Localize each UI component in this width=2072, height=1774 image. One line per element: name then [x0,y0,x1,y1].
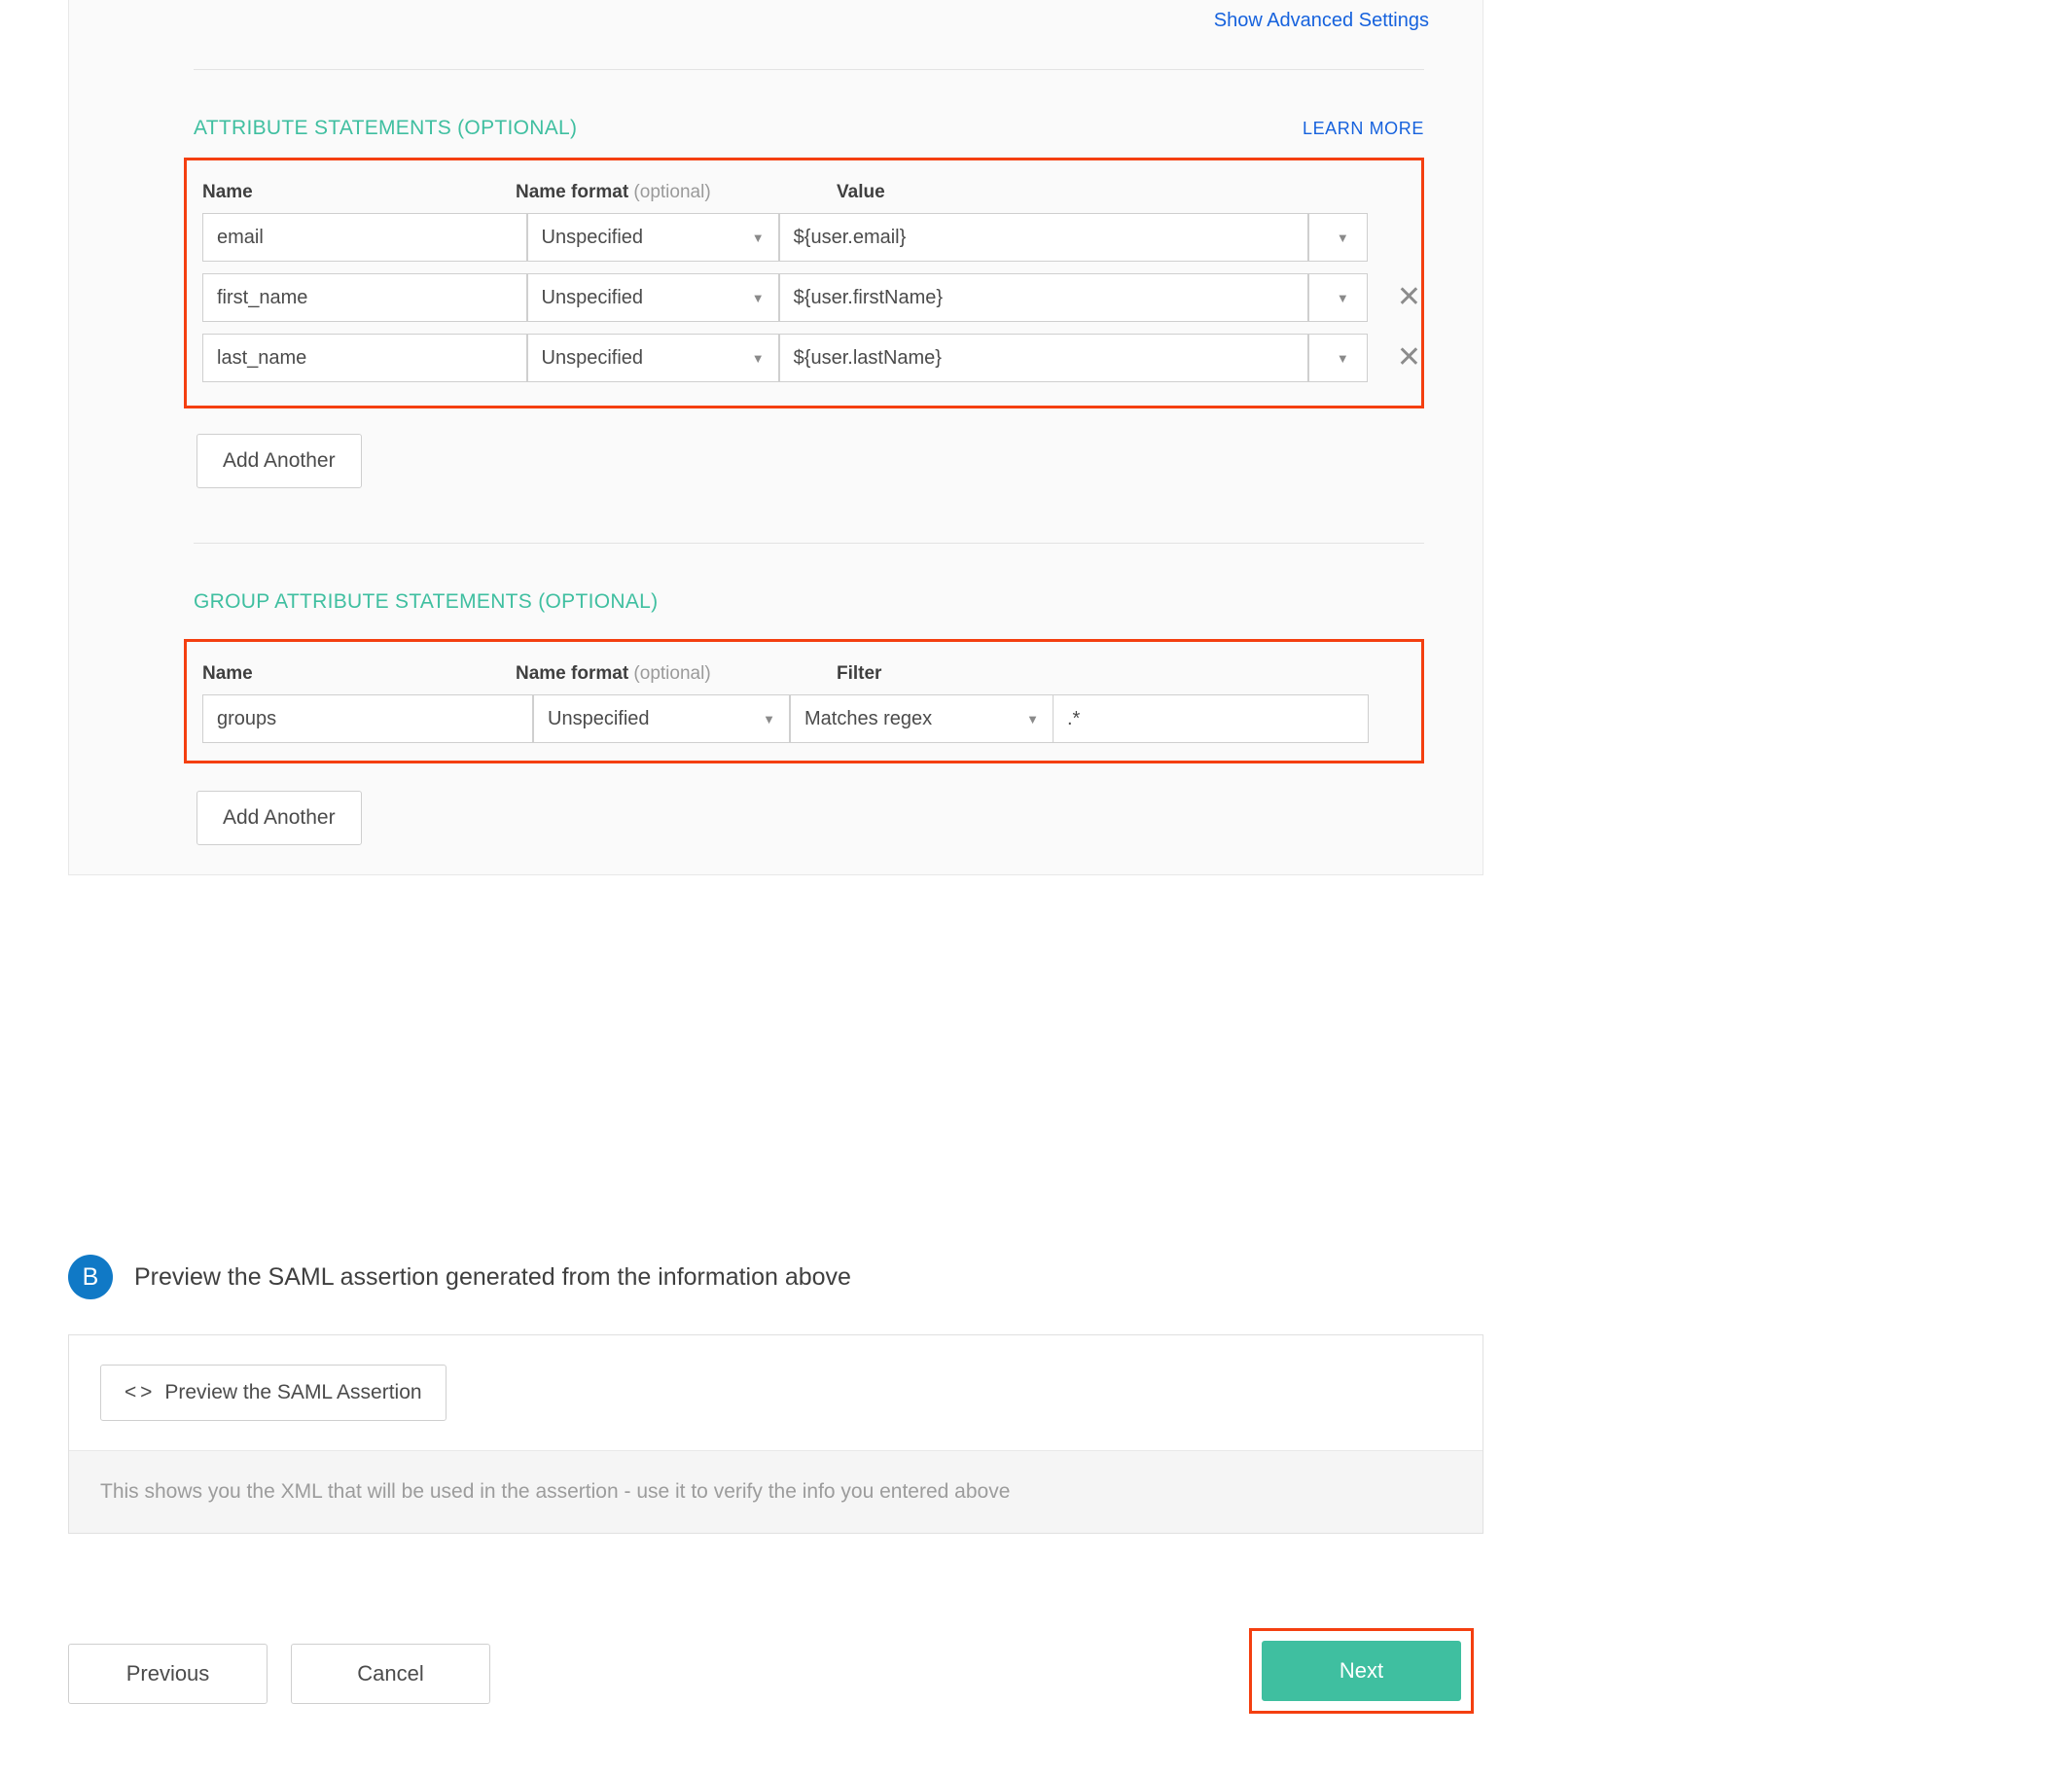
column-header-group-name-format [516,663,837,685]
attribute-row [187,207,1421,267]
group-attribute-statements-highlight [184,639,1424,763]
saml-settings-card [68,0,1483,875]
column-header-group-name: Name [202,663,253,684]
attribute-name-input[interactable] [202,213,527,262]
show-advanced-settings-link[interactable]: Show Advanced Settings [1213,10,1429,31]
footer-left-buttons [68,1644,490,1704]
attribute-name-format-value: Unspecified [541,286,644,308]
column-header-name: Name [202,182,253,202]
column-header-filter: Filter [837,663,882,684]
chevron-down-icon: ▼ [751,290,765,305]
step-badge-b: B [68,1255,113,1299]
attribute-name-format-value: Unspecified [541,226,644,248]
chevron-down-icon: ▼ [1026,711,1039,727]
divider-top [194,69,1424,70]
chevron-down-icon: ▼ [1336,230,1349,245]
remove-attribute-row-button[interactable]: ✕ [1396,341,1422,373]
group-attribute-column-headers [187,652,1421,689]
group-attribute-filter-type-select[interactable] [790,694,1053,743]
chevron-down-icon: ▼ [763,711,775,727]
attribute-statements-learn-more-link[interactable]: LEARN MORE [1302,118,1424,138]
next-button[interactable]: Next [1262,1641,1461,1701]
attribute-statements-column-headers [187,170,1421,207]
add-another-attribute-button[interactable]: Add Another [196,434,362,488]
divider-middle [194,543,1424,544]
attribute-name-format-value: Unspecified [541,346,644,369]
attribute-value-dropdown[interactable] [1308,213,1368,262]
attribute-name-format-select[interactable] [527,273,779,322]
cancel-button[interactable]: Cancel [291,1644,490,1704]
attribute-name-format-select[interactable] [527,334,779,382]
column-header-group-name-format-text: Name format [516,663,629,684]
column-header-group-name-format-optional: (optional) [628,663,711,684]
column-header-name-format-optional: (optional) [628,182,711,202]
attribute-value-input[interactable] [779,273,1308,322]
attribute-name-format-select[interactable] [527,213,779,262]
chevron-down-icon: ▼ [751,350,765,366]
attribute-row [187,328,1421,388]
preview-saml-assertion-label: Preview the SAML Assertion [164,1381,422,1403]
attribute-statements-highlight [184,158,1424,408]
attribute-row [187,267,1421,328]
preview-saml-button-row [69,1335,1483,1450]
attribute-value-input[interactable] [779,334,1308,382]
column-header-value: Value [837,182,885,202]
group-attribute-statements-header [194,590,1424,614]
wizard-footer [68,1644,1483,1712]
preview-saml-note: This shows you the XML that will be used in the assertion - use it to verify the info you entered above [69,1450,1483,1533]
add-another-group-attribute-button[interactable]: Add Another [196,791,362,845]
advanced-settings-row [69,0,1483,32]
preview-saml-panel [68,1334,1483,1534]
chevron-down-icon: ▼ [1336,350,1349,366]
column-header-name-format [516,182,837,203]
attribute-name-input[interactable] [202,334,527,382]
attribute-value-dropdown[interactable] [1308,273,1368,322]
preview-saml-section [68,1255,1483,1534]
preview-saml-assertion-button[interactable] [100,1365,447,1421]
attribute-name-input[interactable] [202,273,527,322]
group-attribute-filter-value-input[interactable] [1053,694,1369,743]
chevron-down-icon: ▼ [751,230,765,245]
code-icon: < > [125,1381,152,1403]
group-attribute-name-format-value: Unspecified [548,707,650,729]
attribute-statements-title: ATTRIBUTE STATEMENTS (OPTIONAL) [194,117,578,139]
attribute-value-input[interactable] [779,213,1308,262]
attribute-statements-header [194,117,1424,140]
group-attribute-filter-type-value: Matches regex [804,707,933,729]
group-attribute-statements-title: GROUP ATTRIBUTE STATEMENTS (OPTIONAL) [194,590,659,613]
preview-saml-heading [68,1255,1483,1299]
group-attribute-name-format-select[interactable] [533,694,790,743]
column-header-name-format-text: Name format [516,182,629,202]
next-button-highlight [1249,1628,1474,1714]
chevron-down-icon: ▼ [1336,290,1349,305]
attribute-value-dropdown[interactable] [1308,334,1368,382]
page-title: Preview the SAML assertion generated from the information above [134,1262,851,1291]
remove-attribute-row-button[interactable]: ✕ [1396,281,1422,313]
group-attribute-name-input[interactable] [202,694,533,743]
previous-button[interactable]: Previous [68,1644,268,1704]
group-attribute-row [187,689,1421,749]
